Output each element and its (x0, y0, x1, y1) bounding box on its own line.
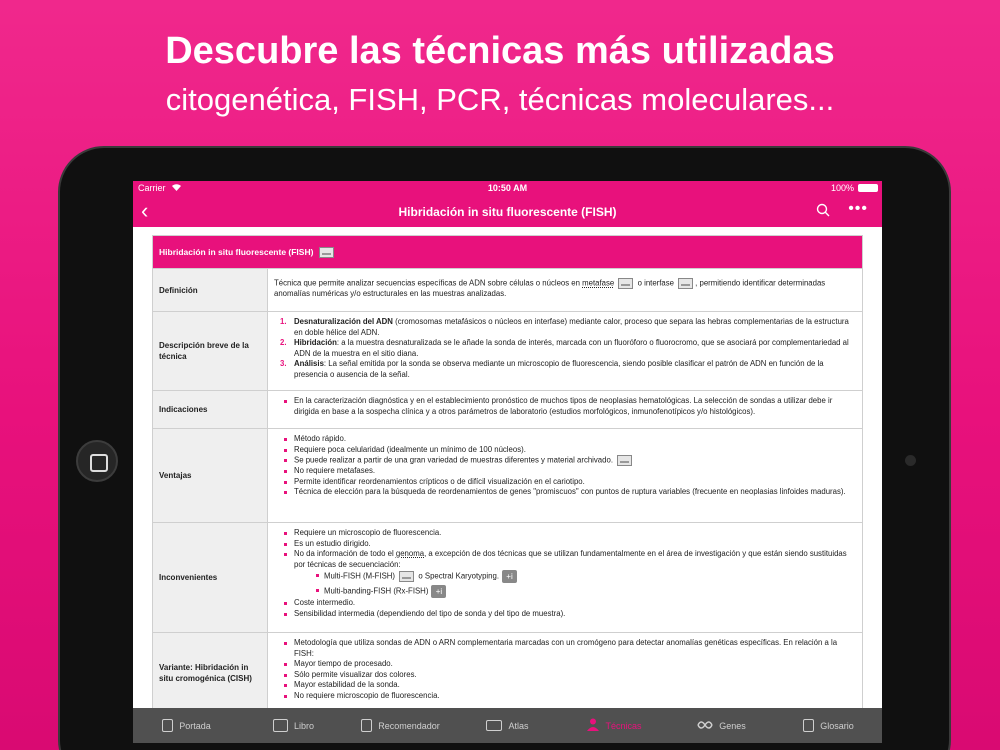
search-icon[interactable] (816, 203, 830, 222)
row-variante (153, 632, 862, 708)
row-label: Ventajas (153, 429, 268, 522)
list-item: Mayor estabilidad de la sonda. (274, 680, 856, 691)
list-item: No requiere microscopio de fluorescencia. (274, 691, 856, 702)
technique-table (152, 235, 863, 708)
status-time: 10:50 AM (487, 183, 528, 193)
tab-portada[interactable] (133, 708, 240, 743)
tab-genes[interactable] (668, 708, 775, 743)
promo-subtitle: citogenética, FISH, PCR, técnicas moleculares... (165, 82, 835, 117)
row-indicaciones (153, 390, 862, 428)
tab-label: Atlas (508, 720, 529, 731)
list-item: No da información de todo el genoma, a excepción de dos técnicas que se utilizan fundamentalmente en el área de investigación y que están siendo sustituidas por técnicas de secuenciación: Multi-FISH (M-FISH) o Spectral Karyotyping. +i Multi-banding-FISH (Rx-FISH) +i (274, 549, 856, 598)
list-item: Sensibilidad intermedia (dependiendo del tipo de sonda y del tipo de muestra). (274, 609, 856, 620)
image-icon[interactable] (678, 278, 693, 289)
tab-label: Portada (179, 720, 211, 731)
camera-icon (905, 455, 916, 466)
metafase-link[interactable]: metafase (582, 278, 615, 288)
definition-text: , permitiendo identificar determinadas anomalías numéricas y/o estructurales en las muestras analizadas. (274, 278, 826, 299)
tab-bar (133, 708, 882, 743)
tab-libro[interactable] (240, 708, 347, 743)
tab-label: Técnicas (605, 720, 642, 731)
list-item: Coste intermedio. (274, 598, 856, 609)
image-icon[interactable] (618, 278, 633, 289)
tab-tecnicas[interactable] (561, 708, 668, 743)
list-item: Es un estudio dirigido. (274, 539, 856, 550)
promo-title: Descubre las técnicas más utilizadas (165, 30, 835, 72)
list-item: Mayor tiempo de procesado. (274, 659, 856, 670)
tab-glosario[interactable] (775, 708, 882, 743)
list-item: Sólo permite visualizar dos colores. (274, 670, 856, 681)
status-bar (133, 181, 882, 195)
image-icon[interactable] (617, 455, 632, 466)
back-button[interactable]: ‹ (141, 198, 149, 223)
image-icon[interactable] (399, 571, 414, 582)
list-item: Requiere poca celularidad (idealmente un mínimo de 100 núcleos). (274, 445, 856, 456)
image-icon[interactable] (319, 247, 334, 258)
tab-recomendador[interactable] (347, 708, 454, 743)
list-item: Metodología que utiliza sondas de ADN o ARN complementaria marcadas con un cromógeno para detectar anomalías genéticas específicas. En relación a la FISH: (274, 638, 856, 659)
row-ventajas (153, 428, 862, 522)
tab-label: Recomendador (378, 720, 440, 731)
tab-atlas[interactable] (454, 708, 561, 743)
row-descripcion (153, 311, 862, 390)
definition-text: Técnica que permite analizar secuencias específicas de ADN sobre células o núcleos en (274, 278, 580, 288)
row-content (268, 429, 862, 522)
table-heading-text: Hibridación in situ fluorescente (FISH) (159, 247, 314, 257)
row-content (268, 312, 862, 390)
row-content (268, 269, 862, 311)
list-item: Técnica de elección para la búsqueda de reordenamientos de genes "promiscuos" con puntos de ruptura variables (frecuente en neoplasias linfoides maduras). (274, 487, 856, 498)
more-icon[interactable]: ••• (848, 200, 868, 217)
list-item: No requiere metafases. (274, 466, 856, 477)
table-heading (153, 236, 862, 268)
tab-label: Libro (293, 720, 314, 731)
list-item: Permite identificar reordenamientos crípticos o de difícil visualización en el cariotipo. (274, 477, 856, 488)
list-item: Requiere un microscopio de fluorescencia. (274, 528, 856, 539)
book-icon (273, 719, 288, 732)
home-button[interactable] (76, 440, 118, 482)
more-info-icon[interactable]: +i (431, 585, 446, 598)
battery-label: 100% (830, 183, 854, 193)
person-icon (587, 718, 599, 733)
tab-label: Genes (719, 720, 746, 731)
row-content (268, 523, 862, 632)
glossary-icon (803, 719, 814, 732)
carrier-label: Carrier (138, 183, 166, 193)
battery-icon (858, 184, 878, 192)
row-definicion (153, 268, 862, 311)
nav-title: Hibridación in situ fluorescente (FISH) (398, 205, 617, 219)
row-content (268, 391, 862, 428)
row-label: Variante: Hibridación in situ cromogénica (CISH) (153, 633, 268, 708)
list-item: 1. Desnaturalización del ADN (cromosomas metafásicos o núcleos en interfase) mediante calor, proceso que separa las hebras complementarias de la estructura en doble hélice del ADN. (280, 317, 849, 337)
row-label: Indicaciones (153, 391, 268, 428)
row-inconvenientes (153, 522, 862, 632)
app-screen (133, 181, 882, 743)
row-label: Inconvenientes (153, 523, 268, 632)
document-icon (162, 719, 173, 732)
definition-text: o interfase (637, 278, 674, 288)
list-item: Multi-banding-FISH (Rx-FISH) +i (294, 585, 856, 598)
list-item: Se puede realizar a partir de una gran variedad de muestras diferentes y material archivado. (274, 455, 856, 466)
genoma-link[interactable]: genoma (395, 549, 425, 558)
row-content (268, 633, 862, 708)
content-area[interactable] (133, 227, 882, 708)
list-item: 3. Análisis: La señal emitida por la sonda se observa mediante un microscopio de fluorescencia, siendo posible clasificar el patrón de ADN en función de la presencia o ausencia de la señal. (280, 359, 824, 379)
list-item: 2. Hibridación: a la muestra desnaturalizada se le añade la sonda de interés, marcada con un fluoróforo o fluorocromo, que se asociará por complementariedad al ADN de la muestra en el sitio diana. (280, 338, 849, 358)
dna-icon (697, 719, 713, 733)
list-item: Método rápido. (274, 434, 856, 445)
image-icon (486, 720, 502, 731)
checklist-icon (361, 719, 372, 732)
list-item: En la caracterización diagnóstica y en el establecimiento pronóstico de muchos tipos de neoplasias hematológicas. La selección de sondas a utilizar debe ir dirigida en base a la sospecha clínica y a otros parámetros de laboratorio (estudios morfológicos, inmunofenotípicos y/o histológicos). (274, 396, 856, 417)
nav-bar (133, 195, 882, 227)
row-label: Descripción breve de la técnica (153, 312, 268, 390)
list-item: Multi-FISH (M-FISH) o Spectral Karyotyping. +i (294, 570, 856, 583)
row-label: Definición (153, 269, 268, 311)
more-info-icon[interactable]: +i (502, 570, 517, 583)
tab-label: Glosario (820, 720, 854, 731)
